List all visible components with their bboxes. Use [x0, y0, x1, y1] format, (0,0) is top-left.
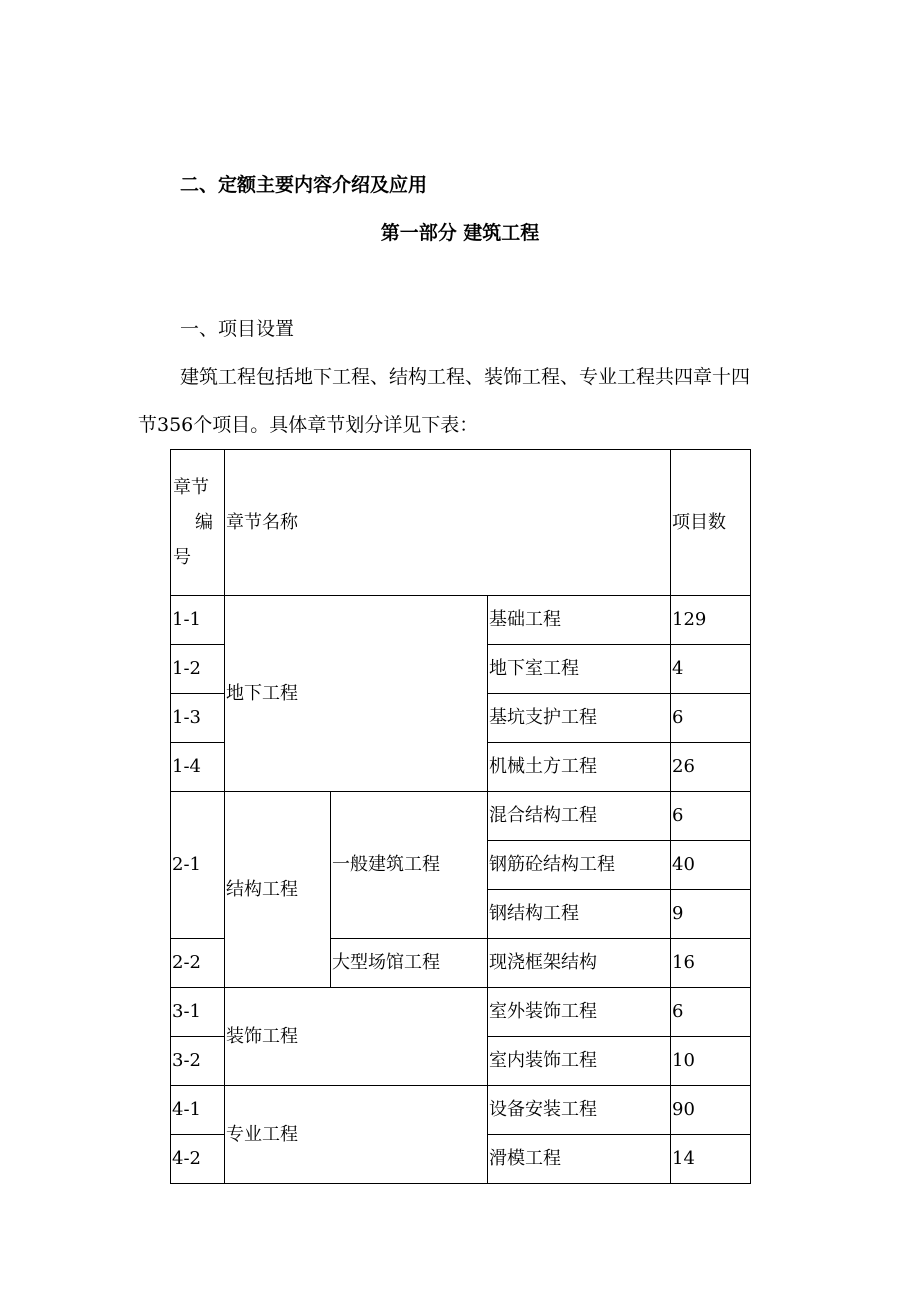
row-code: 1-1: [171, 596, 225, 645]
header-count: 项目数: [671, 450, 751, 596]
header-code-line: 编: [195, 512, 213, 533]
subsection-heading: 一、项目设置: [180, 318, 295, 340]
group-general-building: 一般建筑工程: [331, 792, 488, 939]
row-count: 16: [671, 939, 751, 988]
row-count: 14: [671, 1135, 751, 1184]
row-code: 1-3: [171, 694, 225, 743]
row-item: 地下室工程: [488, 645, 671, 694]
header-code: [171, 450, 225, 596]
row-count: 6: [671, 792, 751, 841]
row-item: 钢结构工程: [488, 890, 671, 939]
row-code: 2-2: [171, 939, 225, 988]
row-code: 4-1: [171, 1086, 225, 1135]
section-heading: 二、定额主要内容介绍及应用: [180, 174, 428, 196]
group-structure: 结构工程: [225, 792, 331, 988]
row-count: 10: [671, 1037, 751, 1086]
row-count: 9: [671, 890, 751, 939]
table-row: [171, 988, 751, 1037]
group-underground: 地下工程: [225, 596, 488, 792]
row-item: 钢筋砼结构工程: [488, 841, 671, 890]
table-header-row: [171, 450, 751, 596]
group-decoration: 装饰工程: [225, 988, 488, 1086]
row-item: 设备安装工程: [488, 1086, 671, 1135]
row-item: 机械土方工程: [488, 743, 671, 792]
row-count: 6: [671, 694, 751, 743]
table-row: [171, 1086, 751, 1135]
row-code: 4-2: [171, 1135, 225, 1184]
row-code: 3-1: [171, 988, 225, 1037]
header-code-line: 章节: [173, 477, 209, 498]
row-code: 2-1: [171, 792, 225, 939]
paragraph-line-1: 建筑工程包括地下工程、结构工程、装饰工程、专业工程共四章十四: [180, 366, 751, 388]
row-count: 4: [671, 645, 751, 694]
row-item: 滑模工程: [488, 1135, 671, 1184]
table-row: [171, 792, 751, 841]
row-item: 现浇框架结构: [488, 939, 671, 988]
row-count: 40: [671, 841, 751, 890]
chapter-table: [170, 449, 751, 1184]
row-count: 129: [671, 596, 751, 645]
row-item: 室内装饰工程: [488, 1037, 671, 1086]
paragraph-line-2: 节356个项目。具体章节划分详见下表：: [138, 414, 479, 436]
row-code: 1-4: [171, 743, 225, 792]
row-count: 26: [671, 743, 751, 792]
part-title: 第一部分 建筑工程: [380, 222, 540, 244]
table-row: [171, 596, 751, 645]
row-code: 3-2: [171, 1037, 225, 1086]
row-item: 混合结构工程: [488, 792, 671, 841]
row-item: 基础工程: [488, 596, 671, 645]
row-item: 基坑支护工程: [488, 694, 671, 743]
header-code-line: 号: [173, 547, 191, 568]
row-code: 1-2: [171, 645, 225, 694]
header-name: 章节名称: [225, 450, 671, 596]
group-special: 专业工程: [225, 1086, 488, 1184]
group-large-venue: 大型场馆工程: [331, 939, 488, 988]
row-item: 室外装饰工程: [488, 988, 671, 1037]
row-count: 90: [671, 1086, 751, 1135]
row-count: 6: [671, 988, 751, 1037]
